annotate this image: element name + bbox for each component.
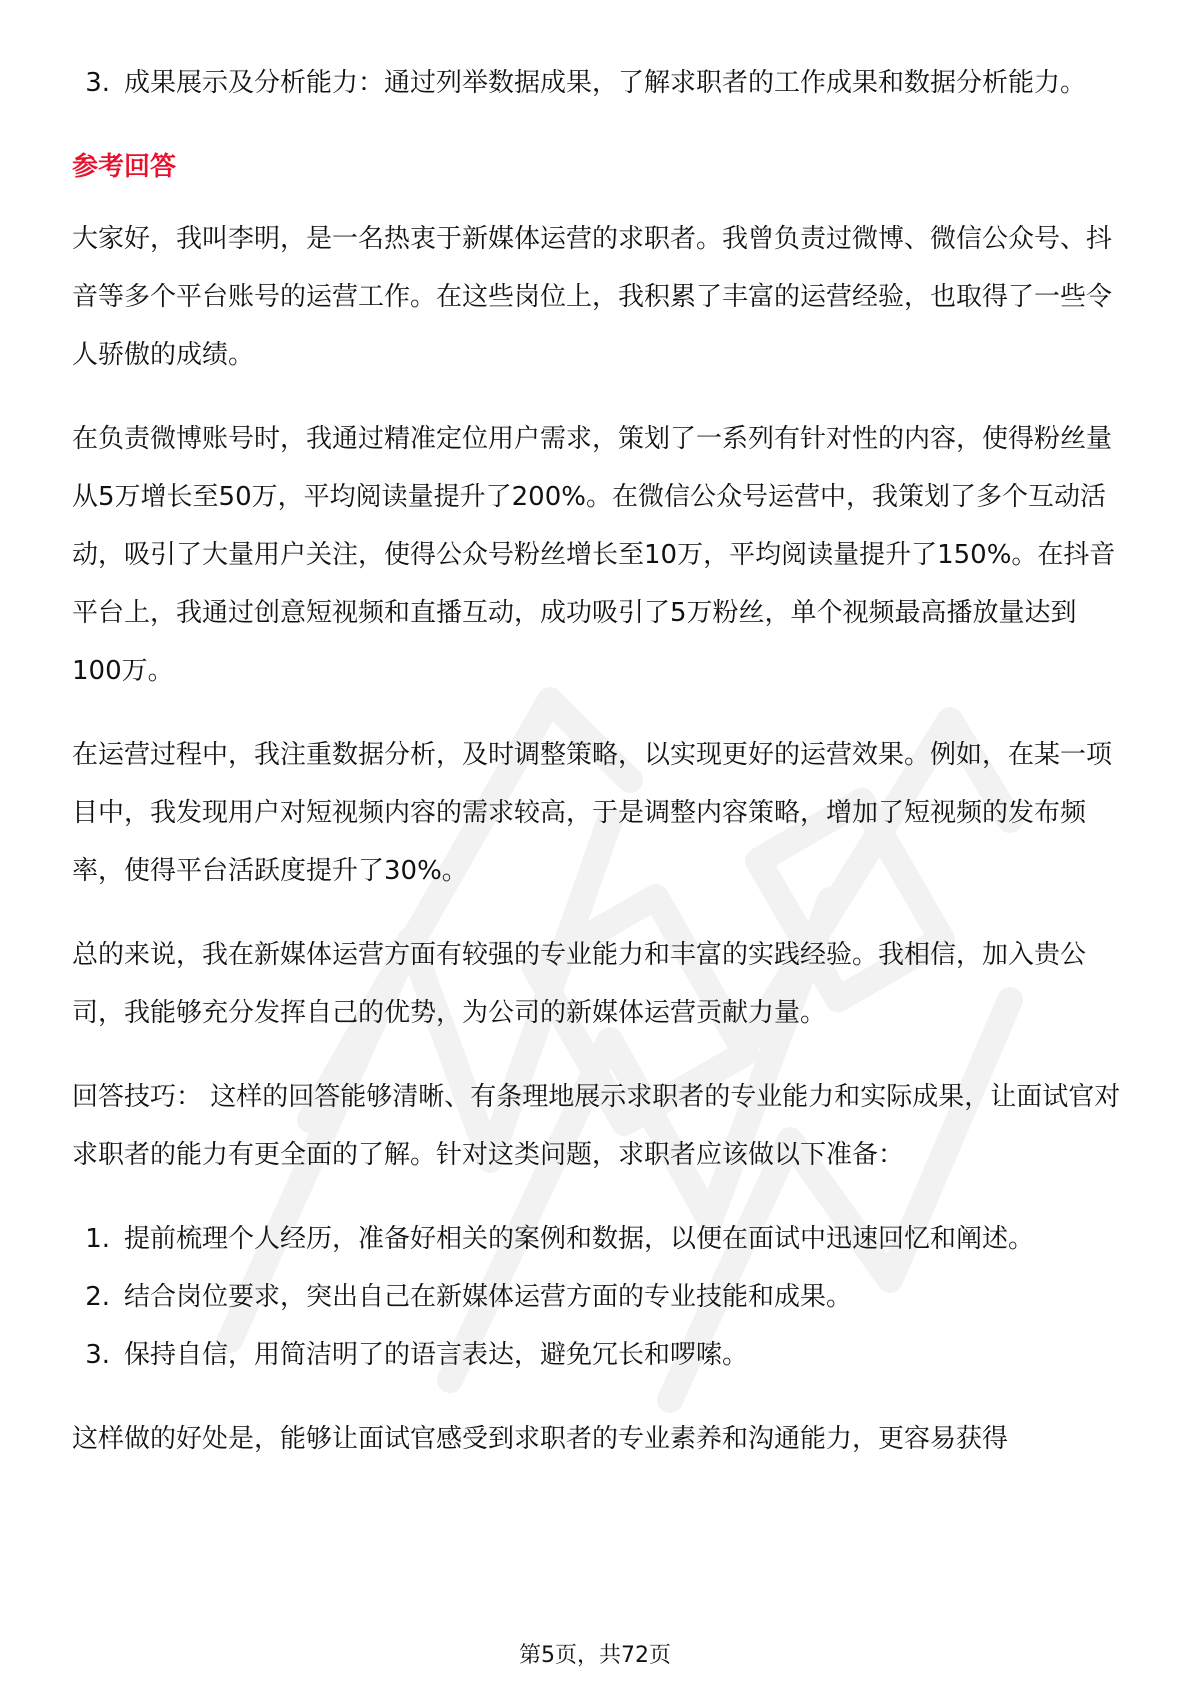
criteria-list [72, 54, 1122, 112]
list-number: 3. [85, 68, 110, 98]
section-heading: 参考回答 [72, 152, 177, 182]
list-number: 1. [85, 1224, 110, 1254]
list-number: 3. [85, 1340, 110, 1370]
paragraph-closing: 这样做的好处是，能够让面试官感受到求职者的专业素养和沟通能力，更容易获得 [72, 1424, 1009, 1454]
list-item [72, 1268, 1122, 1326]
paragraph-summary: 总的来说，我在新媒体运营方面有较强的专业能力和丰富的实践经验。我相信，加入贵公司，我能够充分发挥自己的优势，为公司的新媒体运营贡献力量。 [72, 940, 1087, 1028]
tips-list [72, 1210, 1122, 1384]
list-item [72, 1326, 1122, 1384]
page-footer: 第5页，共72页 [519, 1643, 671, 1668]
paragraph-intro: 大家好，我叫李明，是一名热衷于新媒体运营的求职者。我曾负责过微博、微信公众号、抖音等多个平台账号的运营工作。在这些岗位上，我积累了丰富的运营经验，也取得了一些令人骄傲的成绩。 [72, 224, 1113, 370]
list-number: 2. [85, 1282, 110, 1312]
paragraph-achievements: 在负责微博账号时，我通过精准定位用户需求，策划了一系列有针对性的内容，使得粉丝量从5万增长至50万，平均阅读量提升了200%。在微信公众号运营中，我策划了多个互动活动，吸引了大量用户关注，使得公众号粉丝增长至10万，平均阅读量提升了150%。在抖音平台上，我通过创意短视频和直播互动，成功吸引了5万粉丝，单个视频最高播放量达到100万。 [72, 424, 1116, 686]
content-area [72, 54, 1122, 1494]
list-item [72, 54, 1122, 112]
list-text: 结合岗位要求，突出自己在新媒体运营方面的专业技能和成果。 [124, 1282, 853, 1312]
list-text: 成果展示及分析能力：通过列举数据成果，了解求职者的工作成果和数据分析能力。 [124, 68, 1087, 98]
list-text: 提前梳理个人经历，准备好相关的案例和数据，以便在面试中迅速回忆和阐述。 [124, 1224, 1035, 1254]
paragraph-data-analysis: 在运营过程中，我注重数据分析，及时调整策略，以实现更好的运营效果。例如，在某一项目中，我发现用户对短视频内容的需求较高，于是调整内容策略，增加了短视频的发布频率，使得平台活跃度提升了30%。 [72, 740, 1113, 886]
paragraph-tips-intro: 回答技巧： 这样的回答能够清晰、有条理地展示求职者的专业能力和实际成果，让面试官对求职者的能力有更全面的了解。针对这类问题，求职者应该做以下准备： [72, 1082, 1121, 1170]
list-text: 保持自信，用简洁明了的语言表达，避免冗长和啰嗦。 [124, 1340, 749, 1370]
list-item [72, 1210, 1122, 1268]
